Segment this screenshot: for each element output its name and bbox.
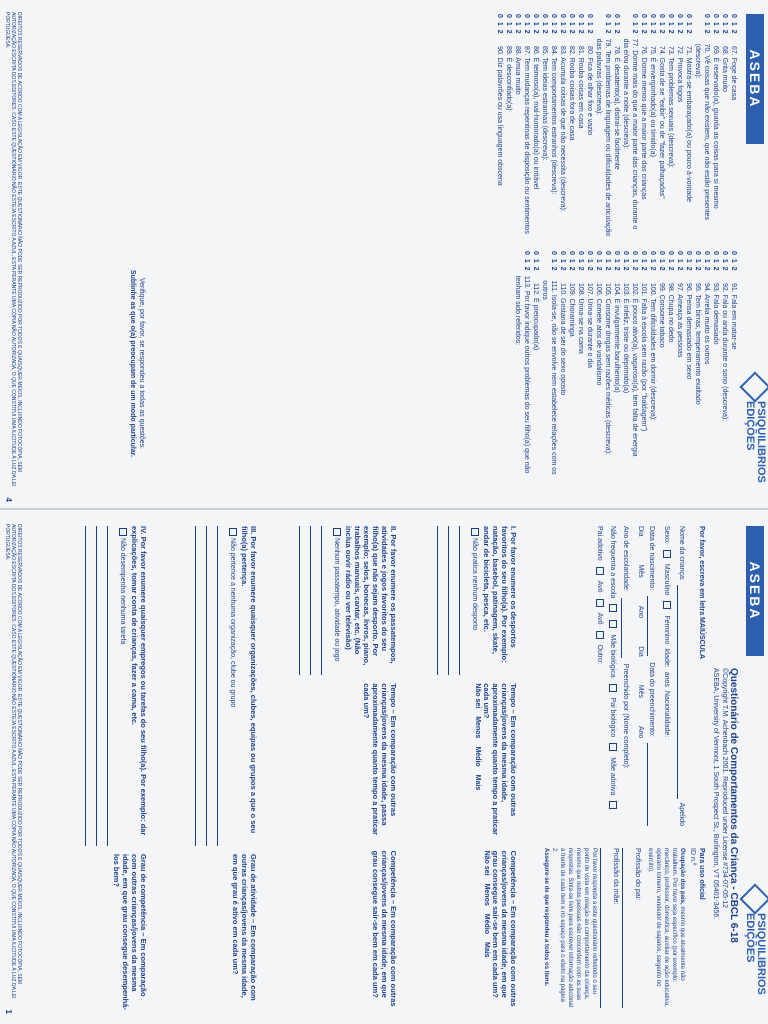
section-i-time-scale [473, 683, 482, 842]
rating-options[interactable]: 0 1 2 [631, 14, 638, 35]
no-hobby-checkbox[interactable] [333, 528, 341, 536]
item-text: 81. Rouba coisas em casa [577, 46, 584, 129]
problem-item [594, 14, 612, 239]
rating-options[interactable]: 0 1 2 [622, 251, 629, 272]
rating-options[interactable]: 0 1 2 [658, 14, 665, 35]
items-column-1 [495, 14, 738, 239]
rating-options[interactable]: 0 1 2 [640, 251, 647, 272]
section-i-time-title: Tempo – Em comparação com outras crianças/jovens da mesma idade, aproximadamente quanto tempo a praticar cada um? [482, 683, 518, 836]
no-chore-checkbox[interactable] [119, 528, 127, 536]
page-4-rotated [0, 6, 768, 506]
page-1-copyright: DIREITOS RESERVADOS DE ACORDO COM A LEGISLAÇÃO EM VIGOR. ESTE QUESTIONÁRIO NÃO PODE SER REPRODUZIDO POR TODOS E QUAISQUER MEIOS, INCLUINDO FOTOCÓPIA, SEM AUTORIZAÇÃO ESCRITA DOS EDITORES. CASO ESTE QUESTIONÁRIO NÃO ESTEJA ESCRITO A AZUL, ESTA PERANTE UMA CÓPIA NÃO AUTORIZADA, O QUE CONSTITUI UMA ILICITUDE À LUZ DA LEI PORTUGUESA. [4, 524, 22, 999]
mother-label: Mãe biológica [609, 634, 616, 678]
publisher-line-2: EDIÇÕES [744, 401, 756, 451]
closing-note-bold: Sublinhe as que o(a) preocupam de um modo particular. [129, 269, 136, 458]
publisher-name [744, 401, 766, 483]
item-text: 89. É desconfiado(a) [505, 46, 512, 111]
school-year-field[interactable] [621, 598, 630, 658]
answer-note: Por favor responda a este questionário refletindo o seu ponto de vista em relação ao comportamento da criança, mesmo que outras pessoas não concordem com as suas respostas. Sinta-se livre para escrever informação adicional à frente de cada item e no espaço para o efeito na página 2. [551, 848, 597, 1008]
section-ii-competence-title: Competência – Em comparação com outras crianças/jovens da mesma idade, em que grau consegue sair-se bem em cada um? [371, 850, 398, 1007]
section-iv-competence-title: Grau de competência – Em comparação com outras crianças/jovens da mesma idade, em que grau consegue desempenhá-los bem? [112, 854, 148, 1010]
child-name-row [677, 526, 686, 826]
problem-item [612, 251, 621, 476]
problem-item [540, 14, 549, 239]
aseba-logo: ASEBA [746, 14, 764, 144]
publisher-name-page1 [744, 913, 766, 995]
date-parts [636, 526, 645, 826]
identification-fields [595, 526, 686, 826]
adoptive-father-checkbox[interactable] [609, 801, 617, 809]
item-text: 72. Provoca fogos [676, 46, 683, 103]
scale-less: Menos [474, 716, 481, 739]
psiquilibrios-logo [744, 376, 766, 483]
rating-options[interactable]: 0 1 2 [613, 251, 620, 272]
section-iii-activity-title: Grau de atividade – Em comparação com outras crianças/jovens da mesma idade, em que grau é ativo em cada um? [231, 854, 258, 1001]
problem-item [621, 14, 639, 239]
page-fold [0, 508, 768, 510]
page-1-rotated [0, 518, 768, 1018]
rating-options[interactable]: 0 1 2 [685, 14, 692, 35]
problem-item [585, 251, 594, 476]
father-checkbox[interactable] [609, 684, 617, 692]
problem-item [702, 251, 711, 476]
nationality-label: Nacionalidade: [663, 690, 670, 738]
years-label: anos [663, 671, 670, 687]
rating-options[interactable]: 0 1 2 [505, 14, 512, 35]
problem-item [513, 14, 522, 239]
item-text: 70. Vê coisas que não existem, que não estão presentes (descreva): [694, 43, 710, 220]
school-year-label: Ano de escolaridade: [622, 526, 629, 592]
year-label: Ano [637, 605, 644, 619]
problem-item [684, 251, 693, 476]
problem-item [567, 14, 576, 239]
scale-more: Mais [483, 941, 490, 958]
page-4 [0, 6, 768, 506]
mother-profession-label: Profissão da mãe: [612, 848, 619, 905]
item-text: 69. É reservado(a), guarda as coisas para si mesmo [712, 46, 719, 209]
chore-a-field[interactable] [107, 526, 116, 846]
problem-item [540, 251, 558, 476]
section-ii-time-title: Tempo – Em comparação com outras crianças/jovens da mesma idade, passa aproximadamente quanto tempo a praticar cada um? [362, 683, 398, 836]
item-text: 96. Pensa demasiado em sexo [685, 283, 692, 380]
sport-a-field[interactable] [459, 526, 468, 675]
problem-item [648, 251, 657, 476]
problem-item [612, 14, 621, 239]
occupation-block [542, 848, 686, 1008]
no-school-label: Não frequenta a escola [609, 526, 616, 599]
rating-options[interactable]: 0 1 2 [730, 14, 737, 35]
rating-options[interactable]: 0 1 2 [640, 14, 647, 35]
item-text: 77. Dorme mais do que a maior parte das crianças, durante o dia e/ou durante a noite (descreva): [622, 38, 638, 230]
item-text: 97. Ameaça as pessoas [676, 283, 683, 358]
month-label: Mês [637, 564, 644, 578]
problem-item [558, 14, 567, 239]
problem-item [522, 14, 531, 239]
item-text: 73. Tem problemas sexuais (descreva): [667, 46, 674, 169]
problem-item [576, 251, 585, 476]
hobby-a-field[interactable] [321, 526, 330, 675]
rating-options[interactable]: 0 1 2 [532, 251, 539, 272]
sport-c-field[interactable] [437, 526, 446, 675]
problem-item [621, 251, 630, 476]
scale-dont-know: Não sei [483, 850, 490, 876]
item-text: 71. Mostra-se embaraçado(a) ou pouco à-vontade [685, 46, 692, 203]
mother-profession-field[interactable] [600, 848, 609, 1008]
problem-item [639, 251, 648, 476]
problem-item [567, 251, 576, 476]
rating-options[interactable]: 0 1 2 [604, 251, 611, 272]
chore-b-field[interactable] [96, 526, 105, 846]
rating-options[interactable]: 0 1 2 [559, 251, 566, 272]
rating-options[interactable]: 0 1 2 [721, 14, 728, 35]
item-text: 112. É preocupado(a) [532, 283, 539, 351]
section-ii-hobbies [297, 526, 398, 1010]
item-text: 100. Tem dificuldades em dormir (descreva): [649, 283, 656, 421]
section-iv-chores [83, 526, 148, 1010]
problem-item [594, 251, 603, 476]
sport-b-field[interactable] [448, 526, 457, 675]
psiquilibrios-icon [739, 371, 768, 402]
publisher-line-1-page1: PSIQUILIBRIOS [755, 913, 767, 995]
problem-item [513, 251, 531, 476]
form-title: Questionário de Comportamentos da Criança - CBCL 6-18 [728, 668, 739, 943]
form-title-block [711, 668, 738, 968]
school-row [621, 526, 630, 826]
dates-row [647, 526, 656, 826]
other-label: Outro: [596, 644, 603, 664]
no-chore-label: Não desempenha nenhuma tarefa [119, 538, 126, 645]
child-name-label: Nome da criança: [678, 526, 685, 581]
item-text: 76. Dorme menos que a maior parte das crianças [640, 46, 647, 200]
mother-checkbox[interactable] [609, 620, 617, 628]
item-text: 98. Chupa no dedo [667, 283, 674, 343]
birth-date-field[interactable] [647, 596, 656, 656]
rating-options[interactable]: 0 1 2 [541, 14, 548, 35]
rating-options[interactable]: 0 1 2 [604, 14, 611, 35]
rating-options[interactable]: 0 1 2 [559, 14, 566, 35]
fill-date-field[interactable] [647, 743, 656, 826]
section-iii-groups [193, 526, 258, 1010]
page-1 [0, 518, 768, 1018]
closing-note-text: Verifique, por favor, se respondeu a todas as questões. [138, 277, 145, 450]
grandmother-label: Avó [596, 580, 603, 593]
item-text: 80. Fica de olhar fixo e vazio [586, 46, 593, 136]
adoptive-father-label: Pai adotivo [596, 526, 603, 561]
rating-options[interactable]: 0 1 2 [703, 14, 710, 35]
problem-item [504, 14, 513, 239]
item-text: 102. É pouco ativo(a), vagaroso(a), tem falta de energia [631, 283, 638, 457]
rating-options[interactable]: 0 1 2 [667, 251, 674, 272]
rating-options[interactable]: 0 1 2 [523, 251, 530, 272]
rating-options[interactable]: 0 1 2 [694, 251, 701, 272]
no-school-checkbox[interactable] [609, 604, 617, 612]
father-label: Pai biológico [609, 697, 616, 738]
rating-options[interactable]: 0 1 2 [613, 14, 620, 35]
section-i-competence-title: Competência – Em comparação com outras crianças/jovens da mesma idade, em que grau consegue sair-se bem em cada um? [491, 850, 518, 1007]
scale-dont-know: Não sei [474, 683, 481, 709]
rating-options[interactable]: 0 1 2 [721, 251, 728, 272]
no-sport-label: Não pratica nenhum desporto [471, 538, 478, 631]
child-name-field[interactable] [677, 585, 686, 799]
section-ii-title: II. Por favor enumere os passatempos, atividades e jogos favoritos do seu filho(a) que não sejam desporto. Por exemplo: selos, bonecas, livros, piano, trabalhos manuais, cantar, etc. (Não inclua ouvir rádio ou ver televisão) [344, 526, 398, 666]
item-text: 101. Falta à escola sem razão (por "baldagem") [640, 283, 647, 432]
page-number-1: 1 [4, 1009, 13, 1014]
item-text: 87. Tem mudanças repentinas de disposição ou sentimentos [523, 46, 530, 234]
rating-options[interactable]: 0 1 2 [550, 14, 557, 35]
rating-options[interactable]: 0 1 2 [703, 251, 710, 272]
problem-item [630, 251, 639, 476]
psiquilibrios-logo-page1 [744, 888, 766, 995]
answer-note-bold: Assegure-se de que respondeu a todos os itens. [543, 848, 549, 987]
official-use-label: Para uso oficial [698, 848, 705, 900]
group-b-field[interactable] [206, 526, 215, 846]
problem-item [720, 251, 729, 476]
item-text: 84. Tem comportamentos estranhos (descreva): [550, 46, 557, 195]
item-text: 105. Consome drogas sem razões médicas (descreva): [604, 283, 611, 455]
psiquilibrios-icon-page1 [739, 883, 768, 914]
rating-options[interactable]: 0 1 2 [730, 251, 737, 272]
section-i-sports [435, 526, 518, 1010]
no-group-checkbox[interactable] [229, 528, 237, 536]
female-checkbox[interactable] [663, 601, 671, 609]
item-text: 82. Rouba coisas fora de casa [568, 46, 575, 141]
problem-item [693, 251, 702, 476]
rating-options[interactable]: 0 1 2 [577, 251, 584, 272]
occupation-title: Ocupação dos pais, [679, 848, 685, 905]
item-text: 78. É desatento(a), distrai-se facilmente [613, 46, 620, 170]
rating-options[interactable]: 0 1 2 [595, 251, 602, 272]
problem-item [657, 14, 666, 239]
item-text: 92. Fala ou anda durante o sono (descreva): [721, 283, 728, 422]
problem-item [729, 14, 738, 239]
adoptive-mother-checkbox[interactable] [609, 743, 617, 751]
problem-item [711, 14, 720, 239]
item-text: 113. Por favor indique outros problemas do seu filho(a) que não tenham sido referidos: [514, 275, 530, 474]
fill-day-label: Dia [637, 646, 644, 657]
item-text: 103. É infeliz, triste ou deprimido(a) [622, 283, 629, 394]
no-hobby-label: Nenhum passatempo, atividade ou jogo [333, 538, 340, 662]
group-c-field[interactable] [195, 526, 204, 846]
closing-note [128, 251, 146, 476]
item-text: 74. Gosta de se "exibir" ou de "fazer palhaçadas" [658, 46, 665, 199]
rating-options[interactable]: 0 1 2 [631, 251, 638, 272]
item-text: 111. Isola-se, não se envolve nem estabelece relações com os outros [541, 280, 557, 475]
rating-options[interactable]: 0 1 2 [586, 14, 593, 35]
item-text: 108. Urina-se na cama [577, 283, 584, 354]
rating-options[interactable]: 0 1 2 [568, 251, 575, 272]
hobby-c-field[interactable] [299, 526, 308, 675]
item-text: 110. Gostaria de ser do sexo oposto [559, 283, 566, 396]
relationship-row [595, 526, 617, 826]
rating-options[interactable]: 0 1 2 [523, 14, 530, 35]
other-checkbox[interactable] [596, 631, 604, 639]
problem-item [729, 251, 738, 476]
problem-item [603, 251, 612, 476]
problem-item [639, 14, 648, 239]
rating-options[interactable]: 0 1 2 [676, 251, 683, 272]
item-text: 104. É invulgarmente barulhento(a) [613, 283, 620, 393]
problem-item [720, 14, 729, 239]
surname-label: Apelido [678, 802, 685, 826]
sex-age-row [662, 526, 671, 826]
occupation-text: mesmo que atualmente não trabalhem. Por favor seja específico (por exemplo: mecânico, professor, doméstica, auxiliar de ação educativa, operário torneiro, vendedor de sapatos, sargento no exército). [647, 848, 685, 1007]
hobby-b-field[interactable] [310, 526, 319, 675]
problem-item [495, 14, 504, 239]
publisher-line-1: PSIQUILIBRIOS [755, 401, 767, 483]
item-text: 68. Grita muito [721, 46, 728, 92]
problem-item [576, 14, 585, 239]
item-text: 93. Fala demasiado [712, 283, 719, 345]
age-label: Idade: [663, 648, 670, 668]
problem-item [585, 14, 594, 239]
problem-item [531, 14, 540, 239]
father-profession-field[interactable] [622, 848, 631, 1008]
rating-options[interactable]: 0 1 2 [649, 14, 656, 35]
rating-options[interactable]: 0 1 2 [667, 14, 674, 35]
rating-options[interactable]: 0 1 2 [685, 251, 692, 272]
item-text: 106. Comete atos de vandalismo [595, 283, 602, 386]
rating-options[interactable]: 0 1 2 [532, 14, 539, 35]
filled-by-label: Preenchido por (Nome completo): [622, 663, 629, 769]
capital-letters-instruction: Por favor, escreva em letra MAIÚSCULA [698, 526, 705, 660]
rating-options[interactable]: 0 1 2 [586, 251, 593, 272]
page-number-4: 4 [4, 497, 13, 502]
grandmother-checkbox[interactable] [596, 567, 604, 575]
scale-average: Médio [483, 913, 490, 934]
section-iv-title: IV. Por favor enumere quaisquer empregos ou tarefas do seu filho(a). Por exemplo: dar explicações, tomar conta de crianças, fazer a cama, etc. [130, 526, 148, 836]
item-text: 75. É envergonhado(a) ou tímido(a) [649, 46, 656, 157]
rating-options[interactable]: 0 1 2 [577, 14, 584, 35]
official-use-block [688, 848, 706, 1008]
problem-item [675, 14, 684, 239]
item-text: 67. Foge de casa [730, 46, 737, 101]
adoptive-mother-label: Mãe adotiva [609, 757, 616, 796]
male-checkbox[interactable] [663, 550, 671, 558]
grandfather-checkbox[interactable] [596, 599, 604, 607]
rating-options[interactable]: 0 1 2 [514, 14, 521, 35]
rating-options[interactable]: 0 1 2 [550, 251, 557, 272]
page-1-header [742, 518, 768, 1018]
problem-item [531, 251, 540, 476]
item-text: 85. Tem ideias estranhas (descreva): [541, 46, 548, 161]
fill-year-label: Ano [637, 725, 644, 739]
item-text: 94. Arrelia muito os outros [703, 283, 710, 365]
item-text: 107. Urina-se durante o dia [586, 283, 593, 368]
problem-item [549, 14, 558, 239]
group-a-field[interactable] [217, 526, 226, 846]
fill-month-label: Mês [637, 684, 644, 698]
scale-more: Mais [474, 774, 481, 791]
problem-item [657, 251, 666, 476]
male-label: Masculino [663, 563, 670, 596]
license-line-2: ASEBA, University of Vermont, 1 South Prospect St., Burlington, VT 05401-3456. [712, 668, 719, 920]
aseba-logo-page1: ASEBA [746, 526, 764, 656]
item-text: 99. Consome tabaco [658, 283, 665, 348]
item-text: 86. É teimoso(a), mal-humorado(a) ou irritável [532, 46, 539, 190]
item-text: 109. Choraminga [568, 283, 575, 337]
problem-item [648, 14, 657, 239]
item-text: 91. Fala em matar-se [730, 283, 737, 350]
sex-label: Sexo: [663, 526, 670, 544]
problem-item [666, 14, 675, 239]
day-label: Dia [637, 526, 644, 537]
rating-options[interactable]: 0 1 2 [658, 251, 665, 272]
rating-options[interactable]: 0 1 2 [712, 251, 719, 272]
item-text: 79. Tem problemas de linguagem ou dificuldades de articulação das palavras (descreva): [595, 38, 611, 237]
section-iii-title: III. Por favor enumere quaisquer organizações, clubes, equipas ou grupos a que o seu filho(a) pertença. [240, 526, 258, 834]
father-profession-label: Profissão do pai: [634, 848, 641, 901]
scale-average: Médio [474, 746, 481, 767]
item-text: 83. Acumula coisas de que não necessita (descreva): [559, 46, 566, 212]
birth-date-label: Data de nascimento: [648, 526, 655, 591]
problem-item [666, 251, 675, 476]
fill-date-label: Data do preenchimento: [648, 662, 655, 737]
scale-less: Menos [483, 883, 490, 906]
item-text: 88. Amua muito [514, 46, 521, 95]
female-label: Feminino [663, 615, 670, 645]
problem-item [693, 14, 711, 239]
page-4-copyright: DIREITOS RESERVADOS DE ACORDO COM A LEGISLAÇÃO EM VIGOR. ESTE QUESTIONÁRIO NÃO PODE SER REPRODUZIDO POR TODOS E QUAISQUER MEIOS, INCLUINDO FOTOCÓPIA, SEM AUTORIZAÇÃO ESCRITA DOS EDITORES. CASO ESTE QUESTIONÁRIO NÃO ESTEJA ESCRITO A AZUL, ESTA PERANTE UMA CÓPIA NÃO AUTORIZADA, O QUE CONSTITUI UMA ILICITUDE À LUZ DA LEI PORTUGUESA. [4, 12, 22, 487]
item-text: 95. Tem birras, temperamento exaltado [694, 283, 701, 405]
problem-item [558, 251, 567, 476]
no-sport-checkbox[interactable] [471, 528, 479, 536]
page-4-header [742, 6, 768, 506]
grandfather-label: Avô [596, 612, 603, 625]
publisher-line-2-page1: EDIÇÕES [744, 913, 756, 963]
chore-c-field[interactable] [85, 526, 94, 846]
rating-options[interactable]: 0 1 2 [649, 251, 656, 272]
rating-options[interactable]: 0 1 2 [496, 14, 503, 35]
rating-options[interactable]: 0 1 2 [676, 14, 683, 35]
problem-item [675, 251, 684, 476]
problem-item [684, 14, 693, 239]
section-i-competence-scale [482, 851, 491, 1010]
item-text: 90. Diz palavrões ou usa linguagem obscena [496, 46, 503, 186]
problem-item [711, 251, 720, 476]
no-group-label: Não pertence a nenhuma organização, clube ou grupo [229, 538, 236, 708]
rating-options[interactable]: 0 1 2 [712, 14, 719, 35]
items-column-2 [513, 251, 738, 476]
section-i-title: I. Por favor enumere os desportos favoritos do seu filho(a). Por exemplo: natação, basebol, patinagem, skate, andar de bicicleta, pesca, etc. [482, 526, 518, 663]
rating-options[interactable]: 0 1 2 [568, 14, 575, 35]
id-number-label: ID n.º [689, 848, 696, 866]
license-line-1: ©Copyright T.M. Achenbach 2001. Reproduced under License #734-07-05-12 [721, 668, 728, 909]
